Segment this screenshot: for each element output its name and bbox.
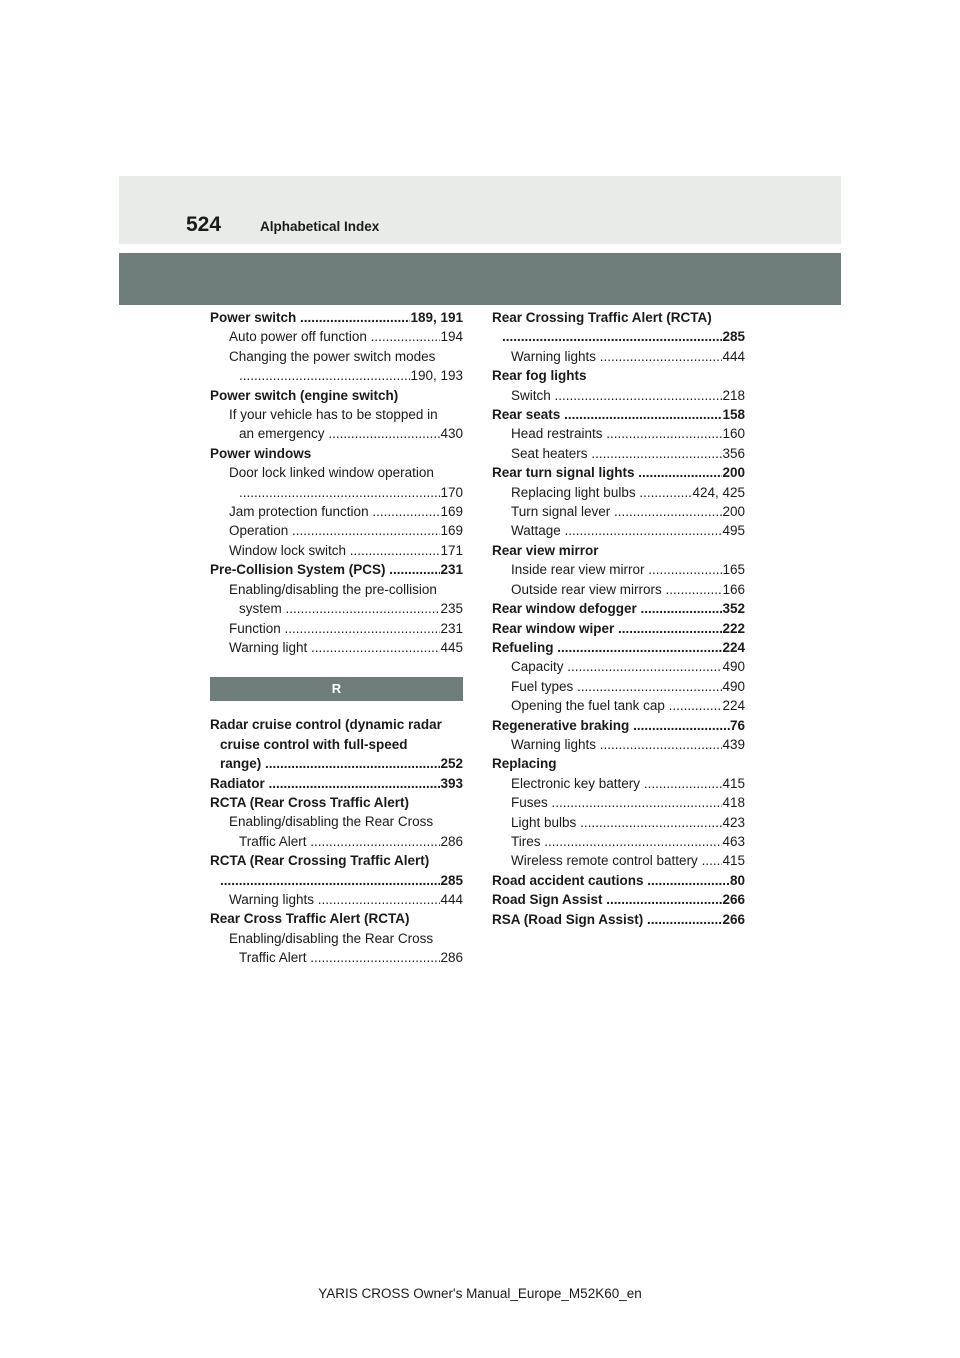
index-subentry xyxy=(210,812,463,851)
index-subentry-label: Warning lights ..... xyxy=(229,890,440,909)
index-subentry-label: Door lock linked window operation xyxy=(229,465,434,481)
header-dark-band xyxy=(119,253,841,305)
index-subentry-page-ref[interactable]: 231 xyxy=(440,620,463,636)
index-subentry-page-ref[interactable]: 235 xyxy=(440,601,463,617)
index-subentry-line xyxy=(229,619,463,638)
index-entry xyxy=(492,910,745,929)
index-subentry-line xyxy=(229,580,463,599)
index-subentry-label: Inside rear view mirror ..... xyxy=(511,560,722,579)
index-entry xyxy=(210,308,463,327)
index-subentry-line xyxy=(511,444,745,463)
index-entry-page-ref[interactable]: 189, 191 xyxy=(410,310,463,325)
index-entry xyxy=(210,386,463,405)
index-subentry-line xyxy=(511,793,745,812)
index-entry-label: Pre-Collision System (PCS) ..... xyxy=(210,560,440,579)
index-entry xyxy=(210,909,463,928)
index-subentry-label: system ..... xyxy=(239,599,440,618)
index-subentry-line xyxy=(229,638,463,657)
index-subentry-page-ref[interactable]: 171 xyxy=(440,542,463,558)
index-subentry-page-ref[interactable]: 169 xyxy=(440,504,463,520)
index-column-left xyxy=(210,308,463,968)
index-entry-label: Power switch ..... xyxy=(210,308,410,327)
index-subentry-line xyxy=(511,502,745,521)
index-entry-line xyxy=(492,910,745,929)
index-subentry-label: Seat heaters ..... xyxy=(511,444,722,463)
index-entry-page-ref[interactable]: 252 xyxy=(440,756,463,772)
index-entry-label: Refueling ..... xyxy=(492,638,722,657)
index-subentry-label: Wattage ..... xyxy=(511,521,722,540)
index-subentry-line xyxy=(229,890,463,909)
index-subentry-page-ref[interactable]: 430 xyxy=(440,426,463,442)
index-subentry xyxy=(492,677,745,696)
index-subentry-page-ref[interactable]: 169 xyxy=(440,523,463,539)
index-subentry-page-ref[interactable]: 444 xyxy=(722,348,745,364)
index-entry-label: Rear window wiper ..... xyxy=(492,619,722,638)
index-subentry-page-ref[interactable]: 445 xyxy=(440,639,463,655)
index-subentry xyxy=(210,347,463,386)
index-subentry-line xyxy=(229,541,463,560)
index-entry xyxy=(210,715,463,773)
index-subentry xyxy=(210,327,463,346)
index-subentry xyxy=(210,463,463,502)
index-entry-page-ref[interactable]: 266 xyxy=(722,892,745,908)
page-number: 524 xyxy=(186,213,222,236)
index-subentry xyxy=(492,735,745,754)
index-subentry-page-ref[interactable]: 415 xyxy=(722,853,745,869)
index-subentry-page-ref[interactable]: 170 xyxy=(440,484,463,500)
index-subentry-line xyxy=(511,580,745,599)
index-entry-label: Rear Cross Traffic Alert (RCTA) xyxy=(210,911,410,927)
index-subentry-page-ref[interactable]: 356 xyxy=(722,445,745,461)
index-subentry-label: Electronic key battery ..... xyxy=(511,774,722,793)
index-subentry xyxy=(492,774,745,793)
index-subentry-page-ref[interactable]: 194 xyxy=(440,329,463,345)
index-entry-label: range) ..... xyxy=(220,754,440,773)
index-entry-line xyxy=(210,735,463,754)
index-subentry xyxy=(210,890,463,909)
index-subentry-label: Turn signal lever ..... xyxy=(511,502,722,521)
index-entry-label: Radiator ..... xyxy=(210,774,440,793)
index-subentry-page-ref[interactable]: 200 xyxy=(722,504,745,520)
index-subentry-line xyxy=(229,812,463,831)
index-subentry xyxy=(492,386,745,405)
index-entry-label xyxy=(502,327,722,346)
index-subentry xyxy=(492,502,745,521)
index-entry-label: Radar cruise control (dynamic radar xyxy=(210,717,442,733)
index-entry xyxy=(492,366,745,385)
index-subentry-line xyxy=(511,851,745,870)
index-subentry-label: Capacity ..... xyxy=(511,657,722,676)
index-subentry-line xyxy=(229,599,463,618)
index-entry xyxy=(492,541,745,560)
index-entry-line xyxy=(492,541,745,560)
footer-manual-name: YARIS CROSS Owner's Manual_Europe_M52K60_en xyxy=(318,1286,642,1301)
index-subentry-line xyxy=(229,366,463,385)
index-subentry-line xyxy=(229,502,463,521)
index-entry-page-ref[interactable]: 76 xyxy=(729,717,745,733)
index-subentry xyxy=(492,560,745,579)
index-subentry-label: Fuses ..... xyxy=(511,793,722,812)
index-entry xyxy=(492,463,745,482)
index-entry-page-ref[interactable]: 285 xyxy=(440,872,463,888)
index-subentry-line xyxy=(229,948,463,967)
index-subentry xyxy=(492,832,745,851)
index-entry-line xyxy=(210,774,463,793)
index-entry-line xyxy=(210,793,463,812)
index-subentry-line xyxy=(511,424,745,443)
index-entry-line xyxy=(492,716,745,735)
index-entry-line xyxy=(492,327,745,346)
index-subentry xyxy=(492,483,745,502)
index-entry-line xyxy=(210,909,463,928)
index-entry-line xyxy=(492,871,745,890)
index-subentry-line xyxy=(229,929,463,948)
index-entry xyxy=(210,444,463,463)
index-subentry-label: Operation ..... xyxy=(229,521,440,540)
index-subentry-line xyxy=(511,657,745,676)
index-entry-label: Regenerative braking ..... xyxy=(492,716,730,735)
index-entry-line xyxy=(210,308,463,327)
header-bar xyxy=(119,176,841,244)
index-entry-line xyxy=(210,444,463,463)
index-subentry xyxy=(492,444,745,463)
index-entry-label: Power switch (engine switch) xyxy=(210,387,399,403)
index-subentry-label: Replacing light bulbs ..... xyxy=(511,483,692,502)
index-subentry-page-ref[interactable]: 444 xyxy=(440,891,463,907)
index-subentry xyxy=(492,696,745,715)
index-entry-page-ref[interactable]: 80 xyxy=(729,872,745,888)
index-subentry-line xyxy=(511,677,745,696)
index-subentry-page-ref[interactable]: 418 xyxy=(722,795,745,811)
index-subentry-label xyxy=(239,483,440,502)
index-subentry-line xyxy=(229,463,463,482)
index-entry xyxy=(492,871,745,890)
index-subentry-page-ref[interactable]: 423 xyxy=(722,814,745,830)
index-subentry-label: Outside rear view mirrors ..... xyxy=(511,580,722,599)
index-subentry-label: Tires ..... xyxy=(511,832,722,851)
index-entry-line xyxy=(492,405,745,424)
index-subentry-label: Head restraints ..... xyxy=(511,424,722,443)
index-subentry-line xyxy=(229,327,463,346)
index-subentry-label: Light bulbs ..... xyxy=(511,813,722,832)
index-subentry-line xyxy=(511,347,745,366)
index-entry-page-ref[interactable]: 222 xyxy=(722,620,745,636)
index-subentry-label xyxy=(239,366,410,385)
index-subentry-line xyxy=(229,405,463,424)
index-column-right xyxy=(492,308,745,929)
index-subentry-page-ref[interactable]: 224 xyxy=(722,698,745,714)
index-subentry-label: If your vehicle has to be stopped in xyxy=(229,407,438,423)
index-entry-label: Rear view mirror xyxy=(492,542,599,558)
index-subentry-label: Warning lights ..... xyxy=(511,347,722,366)
index-subentry xyxy=(210,405,463,444)
index-subentry-label: Enabling/disabling the pre-collision xyxy=(229,581,437,597)
index-entry-label: Road Sign Assist ..... xyxy=(492,890,722,909)
index-subentry-line xyxy=(511,386,745,405)
index-entry-line xyxy=(492,308,745,327)
index-subentry-label: Traffic Alert ..... xyxy=(239,948,440,967)
index-subentry-label: Enabling/disabling the Rear Cross xyxy=(229,814,434,830)
index-entry xyxy=(492,716,745,735)
index-entry-label xyxy=(220,871,440,890)
index-subentry xyxy=(492,657,745,676)
index-subentry-page-ref[interactable]: 424, 425 xyxy=(692,484,745,500)
index-subentry-label: Fuel types ..... xyxy=(511,677,722,696)
index-subentry xyxy=(492,521,745,540)
index-subentry-page-ref[interactable]: 286 xyxy=(440,833,463,849)
index-subentry-line xyxy=(511,735,745,754)
index-entry-label: Rear window defogger ..... xyxy=(492,599,722,618)
index-entry xyxy=(492,638,745,657)
index-subentry-page-ref[interactable]: 495 xyxy=(722,523,745,539)
index-entry-page-ref[interactable]: 393 xyxy=(440,775,463,791)
index-subentry-label: Warning light ..... xyxy=(229,638,440,657)
index-entry-label: RCTA (Rear Cross Traffic Alert) xyxy=(210,794,410,810)
index-entry-line xyxy=(210,851,463,870)
index-subentry-page-ref[interactable]: 166 xyxy=(722,581,745,597)
index-subentry xyxy=(210,541,463,560)
index-entry-label: cruise control with full-speed xyxy=(220,736,408,752)
index-subentry-label: Wireless remote control battery ..... xyxy=(511,851,722,870)
index-subentry-label: Function ..... xyxy=(229,619,440,638)
index-subentry xyxy=(210,580,463,619)
index-subentry-page-ref[interactable]: 218 xyxy=(722,387,745,403)
index-subentry-line xyxy=(229,521,463,540)
index-subentry xyxy=(210,521,463,540)
index-entry-line xyxy=(210,386,463,405)
index-entry-label: Rear Crossing Traffic Alert (RCTA) xyxy=(492,310,712,325)
index-subentry xyxy=(492,347,745,366)
index-subentry-page-ref[interactable]: 463 xyxy=(722,833,745,849)
index-subentry-label: Jam protection function ..... xyxy=(229,502,440,521)
index-subentry-line xyxy=(511,560,745,579)
index-subentry-page-ref[interactable]: 165 xyxy=(722,562,745,578)
index-entry xyxy=(492,405,745,424)
index-entry-label: Rear seats ..... xyxy=(492,405,722,424)
index-entry-label: RCTA (Rear Crossing Traffic Alert) xyxy=(210,853,430,869)
index-subentry-line xyxy=(511,521,745,540)
index-entry-label: Rear turn signal lights ..... xyxy=(492,463,722,482)
index-subentry-label: an emergency ..... xyxy=(239,424,440,443)
index-entry-line xyxy=(210,560,463,579)
index-entry-line xyxy=(210,754,463,773)
index-subentry xyxy=(492,793,745,812)
index-entry-line xyxy=(492,463,745,482)
index-subentry-label: Auto power off function ..... xyxy=(229,327,440,346)
index-subentry-page-ref[interactable]: 160 xyxy=(722,426,745,442)
index-subentry xyxy=(492,851,745,870)
index-entry xyxy=(492,890,745,909)
index-entry-line xyxy=(492,619,745,638)
index-subentry xyxy=(210,929,463,968)
index-entry-line xyxy=(492,754,745,773)
index-entry xyxy=(210,851,463,890)
section-title: Alphabetical Index xyxy=(260,219,380,234)
index-entry xyxy=(492,599,745,618)
index-subentry xyxy=(210,638,463,657)
index-entry xyxy=(492,754,745,773)
index-entry-page-ref[interactable]: 352 xyxy=(722,601,745,617)
index-subentry-page-ref[interactable]: 490 xyxy=(722,678,745,694)
letter-section-header: R xyxy=(210,677,463,701)
index-entry xyxy=(492,619,745,638)
index-subentry-line xyxy=(229,347,463,366)
index-subentry-page-ref[interactable]: 490 xyxy=(722,659,745,675)
index-subentry xyxy=(492,813,745,832)
index-subentry xyxy=(492,580,745,599)
index-entry-line xyxy=(492,599,745,618)
index-entry-page-ref[interactable]: 224 xyxy=(722,639,745,655)
index-entry xyxy=(210,793,463,812)
index-subentry-page-ref[interactable]: 286 xyxy=(440,950,463,966)
index-entry xyxy=(492,308,745,347)
index-entry-page-ref[interactable]: 285 xyxy=(722,329,745,345)
index-entry-label: Rear fog lights xyxy=(492,368,587,384)
index-subentry xyxy=(210,502,463,521)
index-entry-line xyxy=(492,638,745,657)
index-entry-line xyxy=(492,890,745,909)
index-entry-label: Replacing xyxy=(492,756,557,772)
index-subentry-page-ref[interactable]: 415 xyxy=(722,775,745,791)
index-subentry-label: Opening the fuel tank cap ..... xyxy=(511,696,722,715)
index-subentry-label: Window lock switch ..... xyxy=(229,541,440,560)
index-entry-line xyxy=(210,715,463,734)
index-subentry-line xyxy=(511,696,745,715)
index-subentry-label: Warning lights ..... xyxy=(511,735,722,754)
index-subentry xyxy=(210,619,463,638)
index-subentry-line xyxy=(511,813,745,832)
index-entry-label: Road accident cautions ..... xyxy=(492,871,730,890)
index-subentry-label: Traffic Alert ..... xyxy=(239,832,440,851)
index-subentry-page-ref[interactable]: 439 xyxy=(722,736,745,752)
index-entry-line xyxy=(210,871,463,890)
index-subentry-label: Changing the power switch modes xyxy=(229,348,436,364)
index-entry-line xyxy=(492,366,745,385)
index-entry-label: Power windows xyxy=(210,445,312,461)
index-subentry-label: Switch ..... xyxy=(511,386,722,405)
index-entry-page-ref[interactable]: 200 xyxy=(722,465,745,481)
index-entry xyxy=(210,560,463,579)
index-subentry-line xyxy=(229,832,463,851)
index-entry-label: RSA (Road Sign Assist) ..... xyxy=(492,910,722,929)
index-entry xyxy=(210,774,463,793)
index-subentry-line xyxy=(511,832,745,851)
index-subentry-line xyxy=(229,483,463,502)
index-entry-page-ref[interactable]: 231 xyxy=(440,562,463,578)
index-subentry-line xyxy=(511,774,745,793)
index-subentry-line xyxy=(511,483,745,502)
index-entry-page-ref[interactable]: 266 xyxy=(722,911,745,927)
index-entry-page-ref[interactable]: 158 xyxy=(722,407,745,423)
index-subentry-line xyxy=(229,424,463,443)
index-subentry xyxy=(492,424,745,443)
index-subentry-label: Enabling/disabling the Rear Cross xyxy=(229,930,434,946)
index-subentry-page-ref[interactable]: 190, 193 xyxy=(410,368,463,384)
